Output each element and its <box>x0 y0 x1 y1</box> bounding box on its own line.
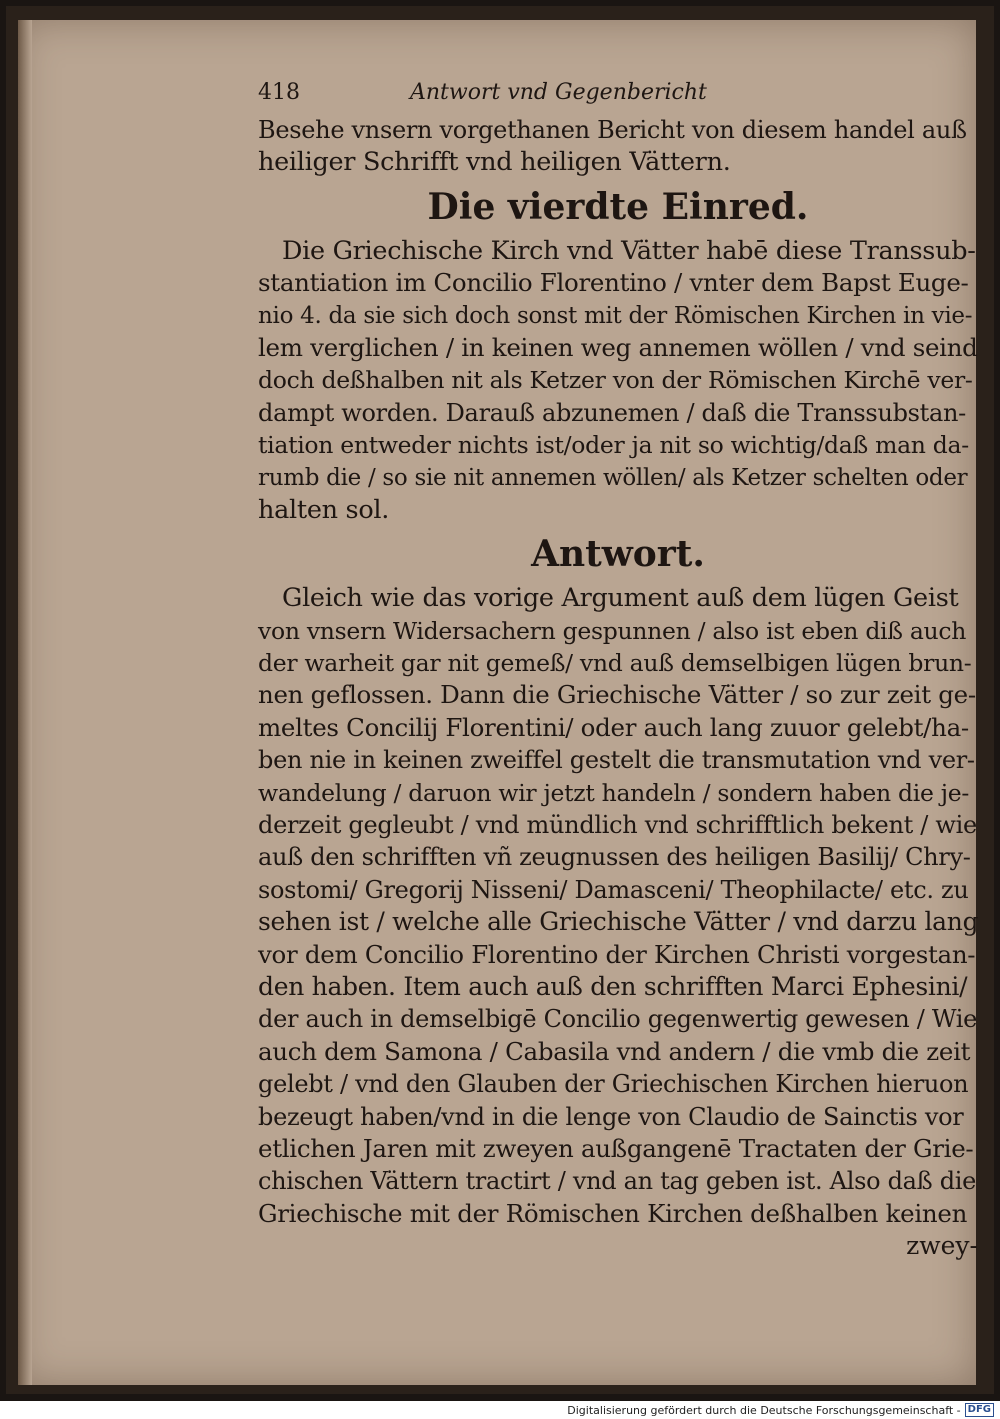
running-title: Antwort vnd Gegenbericht <box>410 80 707 105</box>
dfg-logo: DFG <box>965 1403 994 1417</box>
section-heading: Antwort. <box>531 533 705 576</box>
text-line: gelebt / vnd den Glauben der Griechischen Kirchen hieruon <box>258 1070 969 1099</box>
text-line: lem verglichen / in keinen weg annemen wöllen / vnd seind <box>258 332 978 362</box>
catchword: zwey- <box>906 1231 978 1261</box>
page-number: 418 <box>258 80 300 105</box>
text-line: nen geflossen. Dann die Griechische Vätter / so zur zeit ge- <box>258 680 976 710</box>
footer-bar <box>0 1401 1000 1419</box>
text-line: der warheit gar nit gemeß/ vnd auß demselbigen lügen brun- <box>258 649 972 678</box>
text-line: heiliger Schrifft vnd heiligen Vättern. <box>258 147 731 178</box>
text-block <box>258 80 978 1262</box>
section-heading: Die vierdte Einred. <box>427 185 809 228</box>
text-line: chischen Vättern tractirt / vnd an tag geben ist. Also daß die <box>258 1167 977 1196</box>
text-line: ben nie in keinen zweiffel gestelt die transmutation vnd ver- <box>258 746 975 775</box>
text-line: Gleich wie das vorige Argument auß dem lügen Geist <box>282 583 959 614</box>
text-line: von vnsern Widersachern gespunnen / also ist eben diß auch <box>258 616 967 645</box>
text-line: halten sol. <box>258 494 390 525</box>
text-line: Die Griechische Kirch vnd Vätter habē diese Transsub- <box>282 235 976 266</box>
book-page <box>18 20 979 1385</box>
page-spine-shadow <box>18 20 32 1385</box>
text-line: auß den schrifften vñ zeugnussen des heiligen Basilij/ Chry- <box>258 843 971 872</box>
text-line: stantiation im Concilio Florentino / vnter dem Bapst Euge- <box>258 268 969 298</box>
text-line: meltes Concilij Florentini/ oder auch lang zuuor gelebt/ha- <box>258 712 969 742</box>
text-line: den haben. Item auch auß den schrifften Marci Ephesini/ <box>258 971 968 1001</box>
text-line: rumb die / so sie nit annemen wöllen/ als Ketzer schelten oder <box>258 464 968 491</box>
text-line: tiation entweder nichts ist/oder ja nit so wichtig/daß man da- <box>258 431 969 460</box>
text-line: auch dem Samona / Cabasila vnd andern / die vmb die zeit <box>258 1036 971 1066</box>
text-line: sostomi/ Gregorij Nisseni/ Damasceni/ Theophilacte/ etc. zu <box>258 875 969 904</box>
text-line: dampt worden. Darauß abzunemen / daß die Transsubstan- <box>258 398 966 427</box>
text-line: wandelung / daruon wir jetzt handeln / sondern haben die je- <box>258 778 969 807</box>
text-line: nio 4. da sie sich doch sonst mit der Römischen Kirchen in vie- <box>258 302 973 329</box>
text-line: sehen ist / welche alle Griechische Vätter / vnd darzu lang <box>258 907 979 937</box>
running-head <box>258 80 978 114</box>
text-line: derzeit gegleubt / vnd mündlich vnd schrifftlich bekent / wie <box>258 811 977 840</box>
text-line: bezeugt haben/vnd in die lenge von Claudio de Sainctis vor <box>258 1102 964 1131</box>
text-line: etlichen Jaren mit zweyen außgangenē Tractaten der Grie- <box>258 1133 974 1163</box>
text-line: Besehe vnsern vorgethanen Bericht von diesem handel auß <box>258 116 967 144</box>
text-line: Griechische mit der Römischen Kirchen deßhalben keinen <box>258 1198 968 1228</box>
text-line: der auch in demselbigē Concilio gegenwertig gewesen / Wie <box>258 1005 978 1034</box>
body-text <box>258 114 978 1230</box>
text-line: doch deßhalben nit als Ketzer von der Römischen Kirchē ver- <box>258 366 973 395</box>
footer-credit: Digitalisierung gefördert durch die Deutsche Forschungsgemeinschaft - <box>567 1403 961 1417</box>
text-line: vor dem Concilio Florentino der Kirchen Christi vorgestan- <box>258 939 976 969</box>
